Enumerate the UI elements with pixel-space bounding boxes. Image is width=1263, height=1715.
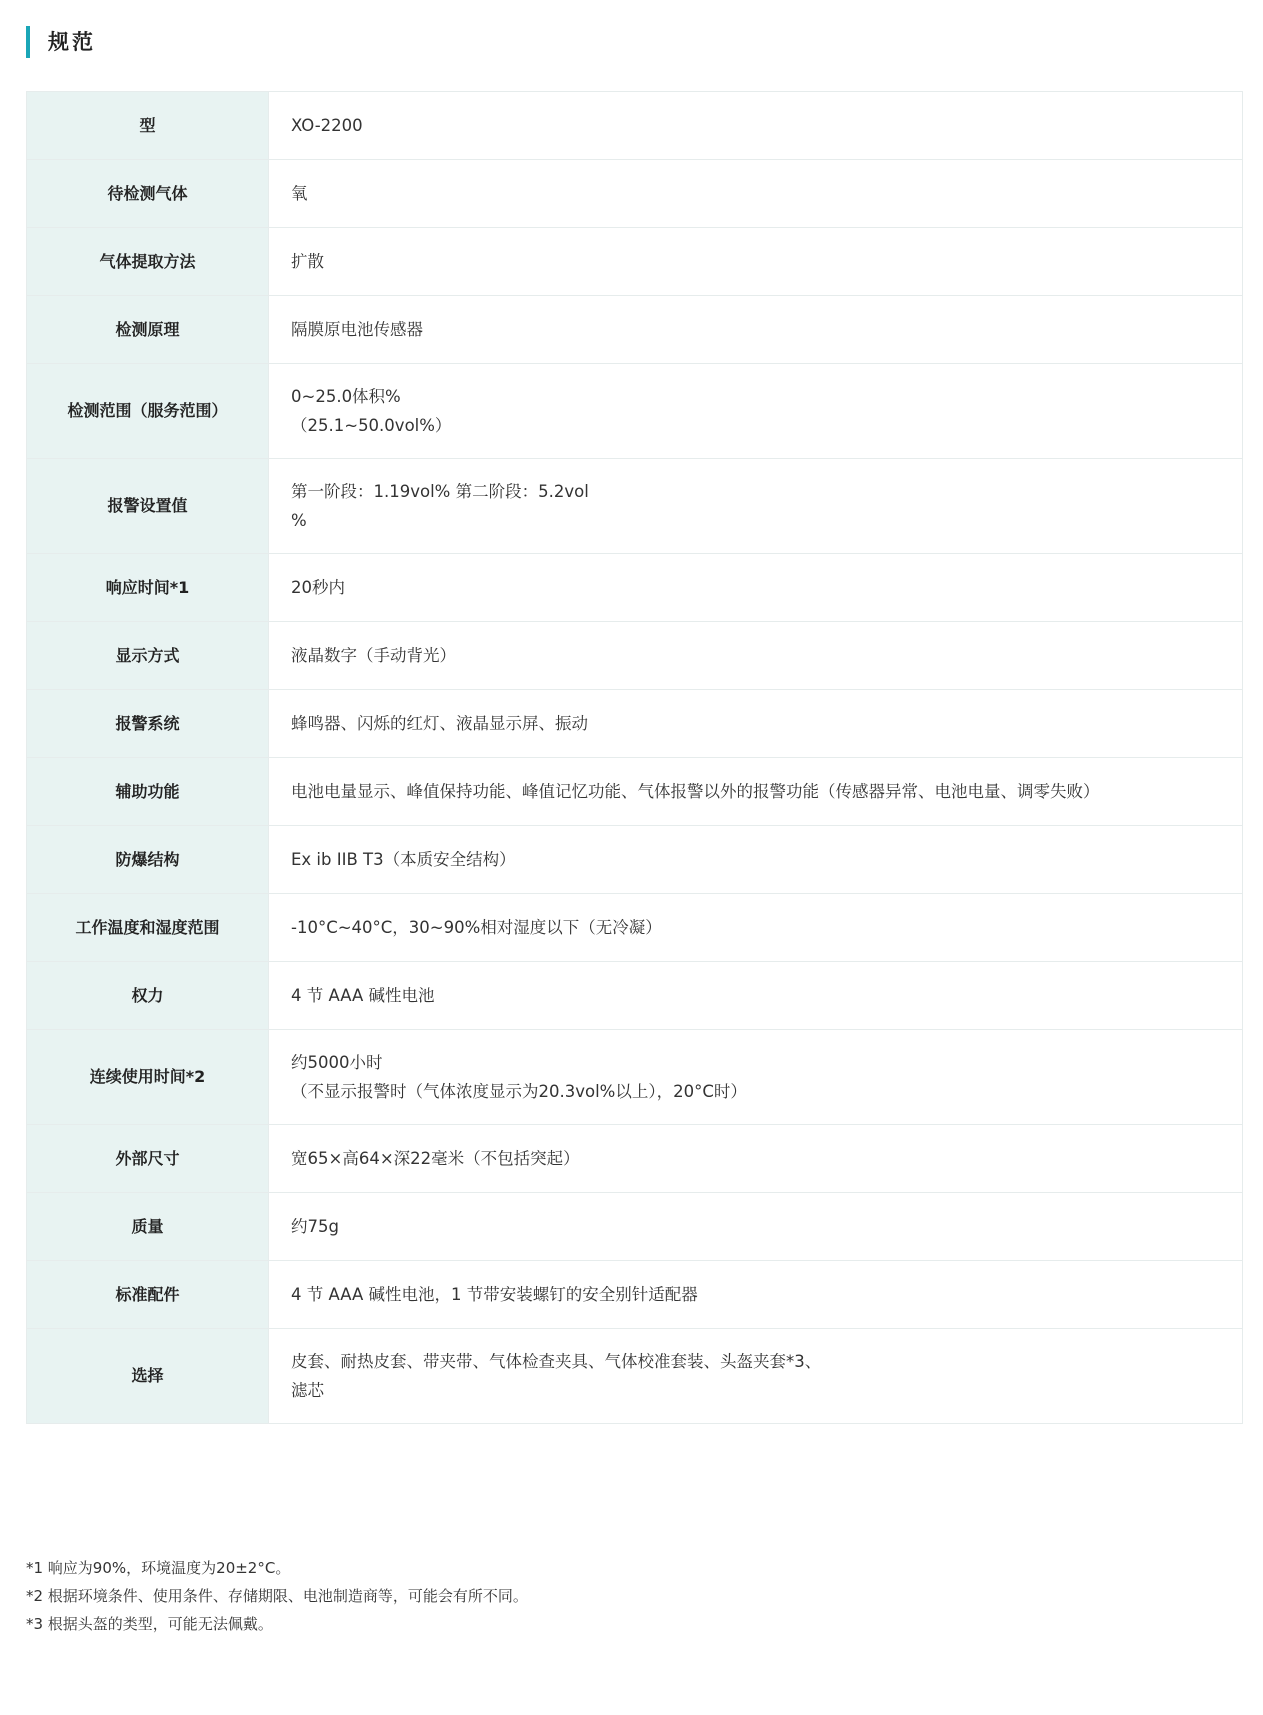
spec-value [269, 554, 1243, 622]
spec-row [27, 622, 1243, 690]
spec-row [27, 296, 1243, 364]
spec-value-line: 液晶数字（手动背光） [291, 646, 456, 665]
spec-label: 待检测气体 [27, 160, 269, 228]
spec-value [269, 826, 1243, 894]
spec-label: 响应时间*1 [27, 554, 269, 622]
spec-label: 权力 [27, 962, 269, 1030]
spec-row [27, 1261, 1243, 1329]
spec-value-line: 蜂鸣器、闪烁的红灯、液晶显示屏、振动 [291, 714, 588, 733]
spec-value-line: 4 节 AAA 碱性电池，1 节带安装螺钉的安全别针适配器 [291, 1285, 698, 1304]
spec-row [27, 160, 1243, 228]
spec-value-line: （不显示报警时（气体浓度显示为20.3vol%以上），20°C时） [291, 1082, 747, 1101]
spec-value-line: 隔膜原电池传感器 [291, 320, 423, 339]
spec-value [269, 1329, 1243, 1424]
footnote: *3 根据头盔的类型，可能无法佩戴。 [26, 1615, 273, 1633]
spec-value [269, 364, 1243, 459]
spec-row [27, 962, 1243, 1030]
spec-value [269, 1125, 1243, 1193]
spec-row [27, 690, 1243, 758]
spec-value [269, 1193, 1243, 1261]
spec-value [269, 160, 1243, 228]
spec-value-line: 宽65×高64×深22毫米（不包括突起） [291, 1149, 580, 1168]
spec-row [27, 894, 1243, 962]
spec-row [27, 364, 1243, 459]
spec-label: 气体提取方法 [27, 228, 269, 296]
spec-value-line: 约5000小时 [291, 1053, 383, 1072]
spec-value [269, 1030, 1243, 1125]
spec-value [269, 228, 1243, 296]
spec-row [27, 1125, 1243, 1193]
spec-value [269, 459, 1243, 554]
spec-label: 辅助功能 [27, 758, 269, 826]
spec-value-line: 皮套、耐热皮套、带夹带、气体检查夹具、气体校准套装、头盔夹套*3、 [291, 1352, 822, 1371]
spec-label: 型 [27, 92, 269, 160]
spec-value-line: 20秒内 [291, 578, 345, 597]
spec-value-line: 第一阶段：1.19vol% 第二阶段：5.2vol [291, 482, 589, 501]
spec-value [269, 296, 1243, 364]
spec-label: 连续使用时间*2 [27, 1030, 269, 1125]
spec-label: 质量 [27, 1193, 269, 1261]
spec-value-line: 氧 [291, 184, 308, 203]
spec-row [27, 758, 1243, 826]
spec-value-line: 扩散 [291, 252, 324, 271]
spec-label: 报警系统 [27, 690, 269, 758]
spec-value [269, 1261, 1243, 1329]
spec-row [27, 826, 1243, 894]
spec-value [269, 758, 1243, 826]
spec-value [269, 962, 1243, 1030]
spec-row [27, 1030, 1243, 1125]
spec-value [269, 92, 1243, 160]
spec-value-line: Ex ib IIB T3（本质安全结构） [291, 850, 516, 869]
spec-label: 检测原理 [27, 296, 269, 364]
spec-table [26, 91, 1243, 1424]
spec-value-line: -10°C~40°C，30~90%相对湿度以下（无冷凝） [291, 918, 662, 937]
spec-value [269, 622, 1243, 690]
spec-value-line: 约75g [291, 1217, 339, 1236]
spec-value [269, 894, 1243, 962]
spec-value-line: 0~25.0体积% [291, 387, 401, 406]
spec-label: 选择 [27, 1329, 269, 1424]
spec-value-line: XO-2200 [291, 116, 363, 135]
spec-label: 标准配件 [27, 1261, 269, 1329]
section-title: 规范 [26, 26, 96, 58]
spec-label: 检测范围（服务范围） [27, 364, 269, 459]
spec-row [27, 1193, 1243, 1261]
spec-value-line: 电池电量显示、峰值保持功能、峰值记忆功能、气体报警以外的报警功能（传感器异常、电池电量、调零失败） [291, 782, 1100, 801]
footnote: *2 根据环境条件、使用条件、存储期限、电池制造商等，可能会有所不同。 [26, 1587, 528, 1605]
spec-value-line: 滤芯 [291, 1381, 324, 1400]
spec-label: 外部尺寸 [27, 1125, 269, 1193]
spec-value-line: % [291, 511, 307, 530]
spec-label: 防爆结构 [27, 826, 269, 894]
spec-row [27, 554, 1243, 622]
spec-table-body [27, 92, 1243, 1424]
spec-value [269, 690, 1243, 758]
spec-value-line: （25.1~50.0vol%） [291, 416, 452, 435]
spec-row [27, 1329, 1243, 1424]
spec-row [27, 92, 1243, 160]
spec-value-line: 4 节 AAA 碱性电池 [291, 986, 435, 1005]
footnotes [26, 1554, 528, 1638]
footnote: *1 响应为90%，环境温度为20±2°C。 [26, 1559, 291, 1577]
spec-label: 工作温度和湿度范围 [27, 894, 269, 962]
spec-label: 报警设置值 [27, 459, 269, 554]
spec-row [27, 459, 1243, 554]
spec-row [27, 228, 1243, 296]
spec-label: 显示方式 [27, 622, 269, 690]
